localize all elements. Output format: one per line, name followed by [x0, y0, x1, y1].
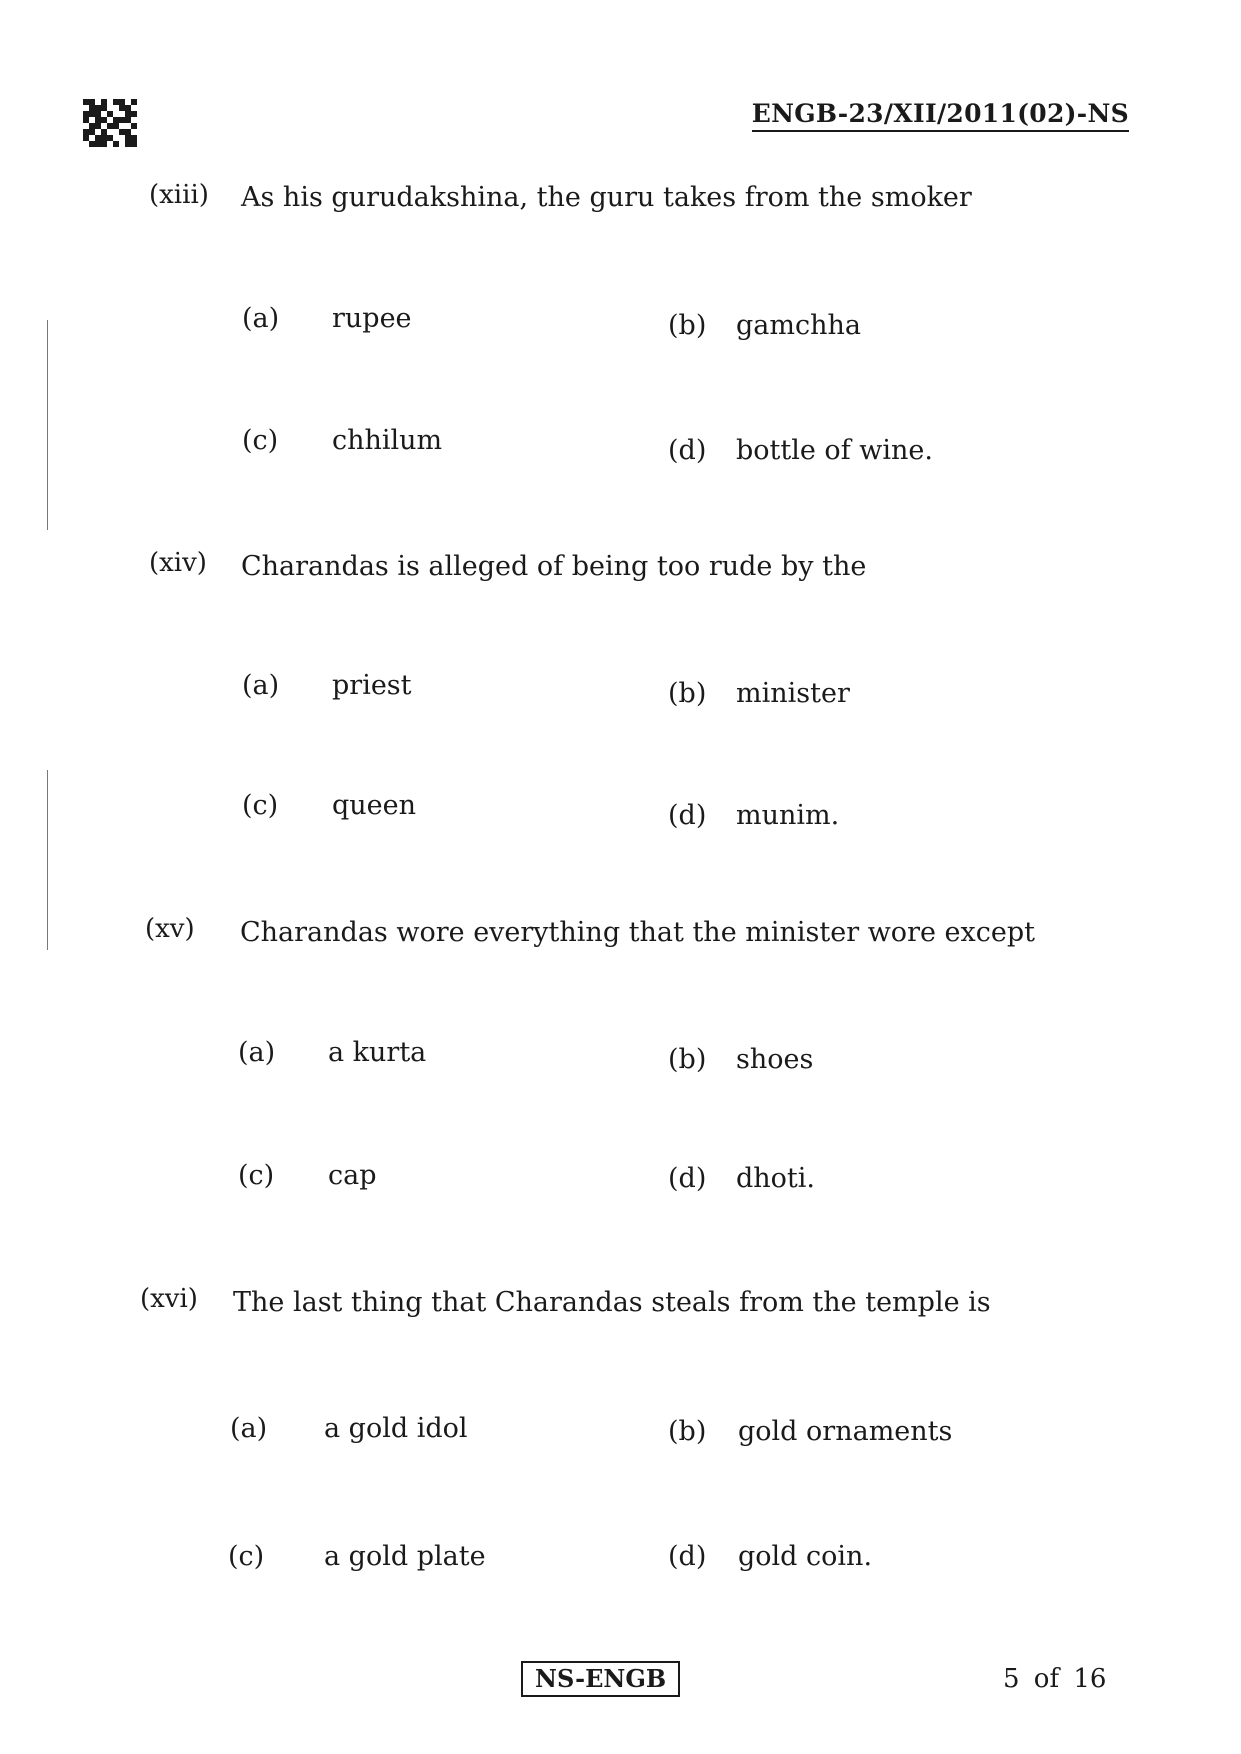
option-text: queen	[332, 790, 417, 821]
option-letter: (a)	[242, 670, 280, 701]
option-letter: (b)	[668, 1416, 707, 1447]
option-letter: (d)	[668, 800, 707, 831]
option-text: chhilum	[332, 425, 443, 456]
option-text: munim.	[736, 800, 840, 831]
question-number: (xv)	[145, 914, 195, 944]
question-text: The last thing that Charandas steals from the temple is	[233, 1287, 991, 1318]
option-letter: (c)	[238, 1160, 275, 1191]
option-letter: (b)	[668, 678, 707, 709]
option-letter: (c)	[242, 790, 279, 821]
option-letter: (b)	[668, 310, 707, 341]
option-text: gold ornaments	[738, 1416, 953, 1447]
option-letter: (d)	[668, 1541, 707, 1572]
question-number: (xiv)	[149, 548, 207, 578]
option-text: cap	[328, 1160, 377, 1191]
option-text: a kurta	[328, 1037, 427, 1068]
series-code-box: NS-ENGB	[521, 1661, 680, 1697]
option-text: rupee	[332, 303, 412, 334]
option-letter: (c)	[242, 425, 279, 456]
option-text: priest	[332, 670, 412, 701]
question-number: (xiii)	[149, 180, 209, 210]
option-text: dhoti.	[736, 1163, 815, 1194]
option-letter: (d)	[668, 435, 707, 466]
option-letter: (c)	[228, 1541, 265, 1572]
option-letter: (a)	[238, 1037, 276, 1068]
qr-code-icon	[83, 98, 137, 148]
question-number: (xvi)	[140, 1284, 198, 1314]
option-text: a gold plate	[324, 1541, 486, 1572]
option-text: gamchha	[736, 310, 861, 341]
scan-margin-line	[47, 770, 48, 950]
scan-margin-line	[47, 320, 48, 530]
option-text: a gold idol	[324, 1413, 468, 1444]
question-text: Charandas wore everything that the minister wore except	[240, 917, 1035, 948]
option-text: minister	[736, 678, 850, 709]
paper-code: ENGB-23/XII/2011(02)-NS	[752, 100, 1129, 132]
option-letter: (d)	[668, 1163, 707, 1194]
option-text: bottle of wine.	[736, 435, 933, 466]
option-letter: (a)	[230, 1413, 268, 1444]
question-text: Charandas is alleged of being too rude by the	[241, 551, 867, 582]
option-letter: (b)	[668, 1044, 707, 1075]
option-text: shoes	[736, 1044, 814, 1075]
page-number: 5 of 16	[1003, 1664, 1107, 1694]
question-text: As his gurudakshina, the guru takes from the smoker	[241, 182, 972, 213]
option-text: gold coin.	[738, 1541, 873, 1572]
option-letter: (a)	[242, 303, 280, 334]
